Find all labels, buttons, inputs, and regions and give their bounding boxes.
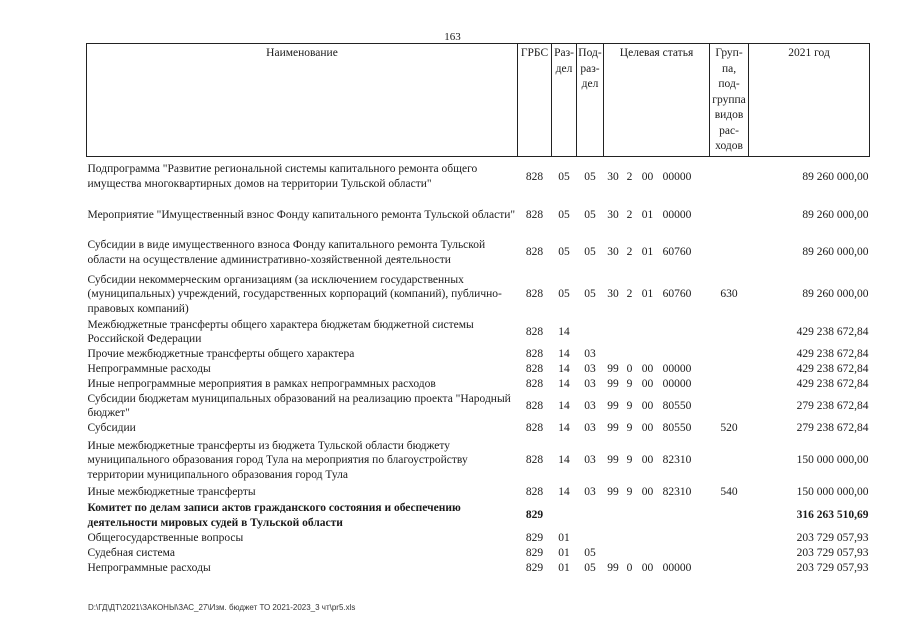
row-target-subprogram	[623, 546, 637, 561]
row-razdel: 14	[558, 377, 570, 390]
row-target-event: 00	[641, 377, 654, 390]
table-row	[87, 318, 870, 347]
row-podrazdel: 03	[584, 486, 596, 499]
row-target-code: 00000	[662, 377, 692, 390]
row-amount: 150 000 000,00	[796, 486, 869, 499]
row-amount: 279 238 672,84	[796, 422, 869, 435]
row-target-program: 30	[607, 246, 619, 259]
row-name: Комитет по делам записи актов гражданского состояния и обеспечению деятельности мировых судей в Тульской области	[87, 502, 461, 529]
row-target-subprogram	[623, 347, 637, 362]
row-target-code: 80550	[662, 422, 692, 435]
table-row	[87, 501, 870, 531]
row-target-program: 30	[607, 208, 619, 221]
row-target-subprogram: 2	[626, 246, 633, 259]
row-gap	[696, 501, 710, 531]
row-name: Прочие межбюджетные трансферты общего характера	[87, 347, 355, 360]
row-name: Иные непрограммные мероприятия в рамках непрограммных расходов	[87, 377, 436, 390]
row-target-program: 30	[607, 170, 619, 183]
row-target-subprogram: 9	[626, 377, 633, 390]
row-target-program: 99	[607, 399, 619, 412]
row-target-event: 00	[641, 561, 654, 574]
row-expense-group	[710, 157, 749, 197]
row-amount: 429 238 672,84	[796, 377, 869, 390]
row-grbs: 829	[525, 546, 544, 559]
row-expense-group	[710, 561, 749, 576]
row-name: Непрограммные расходы	[87, 561, 211, 574]
row-target-code: 00000	[662, 561, 692, 574]
row-target-code: 82310	[662, 454, 692, 467]
row-grbs: 828	[525, 399, 544, 412]
row-name: Мероприятие "Имущественный взнос Фонду капитального ремонта Тульской области"	[87, 208, 516, 221]
row-podrazdel: 03	[584, 454, 596, 467]
row-expense-group	[710, 531, 749, 546]
row-amount: 203 729 057,93	[796, 546, 869, 559]
row-expense-group	[710, 546, 749, 561]
row-razdel: 05	[558, 208, 570, 221]
row-target-subprogram: 9	[626, 422, 633, 435]
header-podrazdel: Под- раз- дел	[577, 44, 604, 157]
row-target-event	[637, 347, 659, 362]
row-grbs: 828	[525, 288, 544, 301]
header-year: 2021 год	[749, 44, 870, 157]
table-row	[87, 561, 870, 576]
row-amount: 89 260 000,00	[802, 208, 869, 221]
table-row	[87, 157, 870, 197]
table-row	[87, 392, 870, 421]
row-name: Субсидии некоммерческим организациям (за исключением государственных (муниципальных) учреждений, государственных корпораций (компаний), публично-правовых компаний)	[87, 273, 502, 315]
row-gap	[696, 347, 710, 362]
row-amount: 316 263 510,69	[796, 509, 869, 522]
row-target-event	[637, 531, 659, 546]
row-target-program: 99	[607, 561, 619, 574]
row-target-program: 99	[607, 454, 619, 467]
row-target-subprogram: 2	[626, 288, 633, 301]
row-gap	[696, 561, 710, 576]
file-path-footer: D:\ГД\ДТ\2021\ЗАКОНЫ\ЗАС_27\Изм. бюджет ТО 2021-2023_3 чт\pr5.xls	[88, 603, 356, 612]
row-target-code: 60760	[662, 288, 692, 301]
table-row	[87, 485, 870, 501]
row-target-subprogram: 9	[626, 399, 633, 412]
row-target-code: 80550	[662, 399, 692, 412]
row-expense-group: 540	[720, 486, 738, 499]
row-razdel: 14	[558, 347, 570, 360]
table-row	[87, 437, 870, 485]
row-grbs: 828	[525, 362, 544, 375]
row-target-code: 00000	[662, 208, 692, 221]
header-target-article: Целевая статья	[604, 44, 710, 157]
row-grbs: 828	[525, 377, 544, 390]
row-razdel: 14	[558, 362, 570, 375]
table-row	[87, 234, 870, 272]
table-row	[87, 272, 870, 318]
row-target-subprogram: 9	[626, 486, 633, 499]
row-gap	[696, 485, 710, 501]
row-target-code	[659, 546, 696, 561]
row-razdel: 14	[558, 454, 570, 467]
row-target-code	[659, 501, 696, 531]
row-amount: 150 000 000,00	[796, 454, 869, 467]
row-expense-group	[710, 347, 749, 362]
row-target-code	[659, 347, 696, 362]
row-target-program: 99	[607, 362, 619, 375]
row-podrazdel: 05	[584, 208, 596, 221]
row-gap	[696, 234, 710, 272]
row-grbs: 828	[525, 422, 544, 435]
row-target-subprogram: 0	[626, 362, 633, 375]
row-razdel: 14	[558, 399, 570, 412]
row-target-event: 00	[641, 422, 654, 435]
row-razdel: 05	[558, 288, 570, 301]
row-target-subprogram: 2	[626, 170, 633, 183]
row-target-program	[604, 501, 623, 531]
row-amount: 89 260 000,00	[802, 170, 869, 183]
row-target-code: 00000	[662, 362, 692, 375]
row-gap	[696, 377, 710, 392]
row-expense-group	[710, 197, 749, 234]
row-amount: 203 729 057,93	[796, 531, 869, 544]
row-name: Иные межбюджетные трансферты из бюджета Тульской области бюджету муниципального образования город Тула на мероприятия по благоустройству территории муниципального образования город Тула	[87, 439, 468, 481]
row-podrazdel: 03	[584, 399, 596, 412]
row-target-program: 99	[607, 422, 619, 435]
row-podrazdel: 03	[584, 362, 596, 375]
row-podrazdel: 03	[584, 347, 596, 360]
row-amount: 279 238 672,84	[796, 399, 869, 412]
row-target-program	[604, 531, 623, 546]
page-number: 163	[444, 31, 461, 43]
row-name: Общегосударственные вопросы	[87, 531, 244, 544]
row-target-event: 01	[641, 288, 654, 301]
row-podrazdel: 05	[584, 246, 596, 259]
row-razdel: 14	[558, 422, 570, 435]
row-target-code	[659, 318, 696, 347]
row-podrazdel: 05	[584, 561, 596, 574]
row-amount: 429 238 672,84	[796, 362, 869, 375]
row-razdel: 14	[558, 325, 570, 338]
row-gap	[696, 421, 710, 437]
table-row	[87, 197, 870, 234]
row-target-code	[659, 531, 696, 546]
row-podrazdel: 03	[584, 422, 596, 435]
row-expense-group: 630	[720, 288, 738, 301]
row-gap	[696, 157, 710, 197]
row-razdel: 05	[558, 170, 570, 183]
row-expense-group	[710, 362, 749, 377]
row-grbs: 828	[525, 170, 544, 183]
row-expense-group: 520	[720, 422, 738, 435]
row-target-program: 99	[607, 486, 619, 499]
row-gap	[696, 437, 710, 485]
row-grbs: 828	[525, 454, 544, 467]
row-name: Субсидии в виде имущественного взноса Фонду капитального ремонта Тульской области на осуществление административно-хозяйственной деятельности	[87, 239, 486, 266]
row-target-subprogram	[623, 531, 637, 546]
row-expense-group	[710, 437, 749, 485]
row-target-subprogram: 9	[626, 454, 633, 467]
row-name: Подпрограмма "Развитие региональной системы капитального ремонта общего имущества многоквартирных домов на территории Тульской области"	[87, 163, 478, 190]
header-grbs: ГРБС	[518, 44, 552, 157]
row-gap	[696, 272, 710, 318]
row-target-program	[604, 347, 623, 362]
row-target-event	[637, 546, 659, 561]
row-amount: 89 260 000,00	[802, 246, 869, 259]
row-target-event: 00	[641, 170, 654, 183]
table-row	[87, 377, 870, 392]
row-target-event	[637, 501, 659, 531]
row-podrazdel: 05	[584, 170, 596, 183]
row-target-event	[637, 318, 659, 347]
row-target-event: 00	[641, 486, 654, 499]
row-razdel: 01	[558, 546, 570, 559]
row-name: Субсидии	[87, 422, 136, 435]
row-target-code: 82310	[662, 486, 692, 499]
row-razdel: 14	[558, 486, 570, 499]
row-razdel	[552, 501, 577, 531]
row-podrazdel	[577, 531, 604, 546]
row-name: Иные межбюджетные трансферты	[87, 486, 256, 499]
row-gap	[696, 318, 710, 347]
table-row	[87, 421, 870, 437]
row-name: Субсидии бюджетам муниципальных образований на реализацию проекта "Народный бюджет"	[87, 392, 511, 419]
row-grbs: 828	[525, 246, 544, 259]
row-grbs: 828	[525, 325, 544, 338]
row-podrazdel	[577, 501, 604, 531]
header-expense-group: Груп- па, под- группа видов рас- ходов	[710, 44, 749, 157]
row-name: Судебная система	[87, 546, 175, 559]
table-row	[87, 531, 870, 546]
row-target-program: 99	[607, 377, 619, 390]
row-target-subprogram	[623, 318, 637, 347]
row-target-code: 60760	[662, 246, 692, 259]
row-expense-group	[710, 318, 749, 347]
row-grbs: 829	[525, 561, 544, 574]
budget-table	[86, 43, 870, 576]
row-amount: 429 238 672,84	[796, 347, 869, 360]
row-podrazdel	[577, 318, 604, 347]
row-gap	[696, 392, 710, 421]
row-podrazdel: 05	[584, 288, 596, 301]
header-razdel: Раз- дел	[552, 44, 577, 157]
row-gap	[696, 546, 710, 561]
row-expense-group	[710, 501, 749, 531]
row-gap	[696, 197, 710, 234]
row-grbs: 828	[525, 208, 544, 221]
row-razdel: 05	[558, 246, 570, 259]
row-razdel: 01	[558, 531, 570, 544]
row-gap	[696, 362, 710, 377]
row-grbs: 829	[525, 509, 544, 522]
row-gap	[696, 531, 710, 546]
row-target-program	[604, 318, 623, 347]
row-target-event: 01	[641, 208, 654, 221]
row-amount: 203 729 057,93	[796, 561, 869, 574]
table-body	[87, 157, 870, 576]
row-target-event: 01	[641, 246, 654, 259]
row-target-code: 00000	[662, 170, 692, 183]
row-target-program: 30	[607, 288, 619, 301]
header-name: Наименование	[87, 44, 518, 157]
row-amount: 429 238 672,84	[796, 325, 869, 338]
row-target-program	[604, 546, 623, 561]
row-razdel: 01	[558, 561, 570, 574]
row-grbs: 828	[525, 486, 544, 499]
table-row	[87, 362, 870, 377]
row-amount: 89 260 000,00	[802, 288, 869, 301]
row-expense-group	[710, 392, 749, 421]
row-target-event: 00	[641, 362, 654, 375]
row-name: Межбюджетные трансферты общего характера бюджетам бюджетной системы Российской Федерации	[87, 318, 474, 345]
row-name: Непрограммные расходы	[87, 362, 211, 375]
row-podrazdel: 03	[584, 377, 596, 390]
table-row	[87, 347, 870, 362]
row-target-subprogram	[623, 501, 637, 531]
row-target-event: 00	[641, 454, 654, 467]
row-expense-group	[710, 234, 749, 272]
row-grbs: 829	[525, 531, 544, 544]
table-row	[87, 546, 870, 561]
row-target-subprogram: 0	[626, 561, 633, 574]
row-grbs: 828	[525, 347, 544, 360]
row-target-event: 00	[641, 399, 654, 412]
row-target-subprogram: 2	[626, 208, 633, 221]
row-expense-group	[710, 377, 749, 392]
row-podrazdel: 05	[584, 546, 596, 559]
